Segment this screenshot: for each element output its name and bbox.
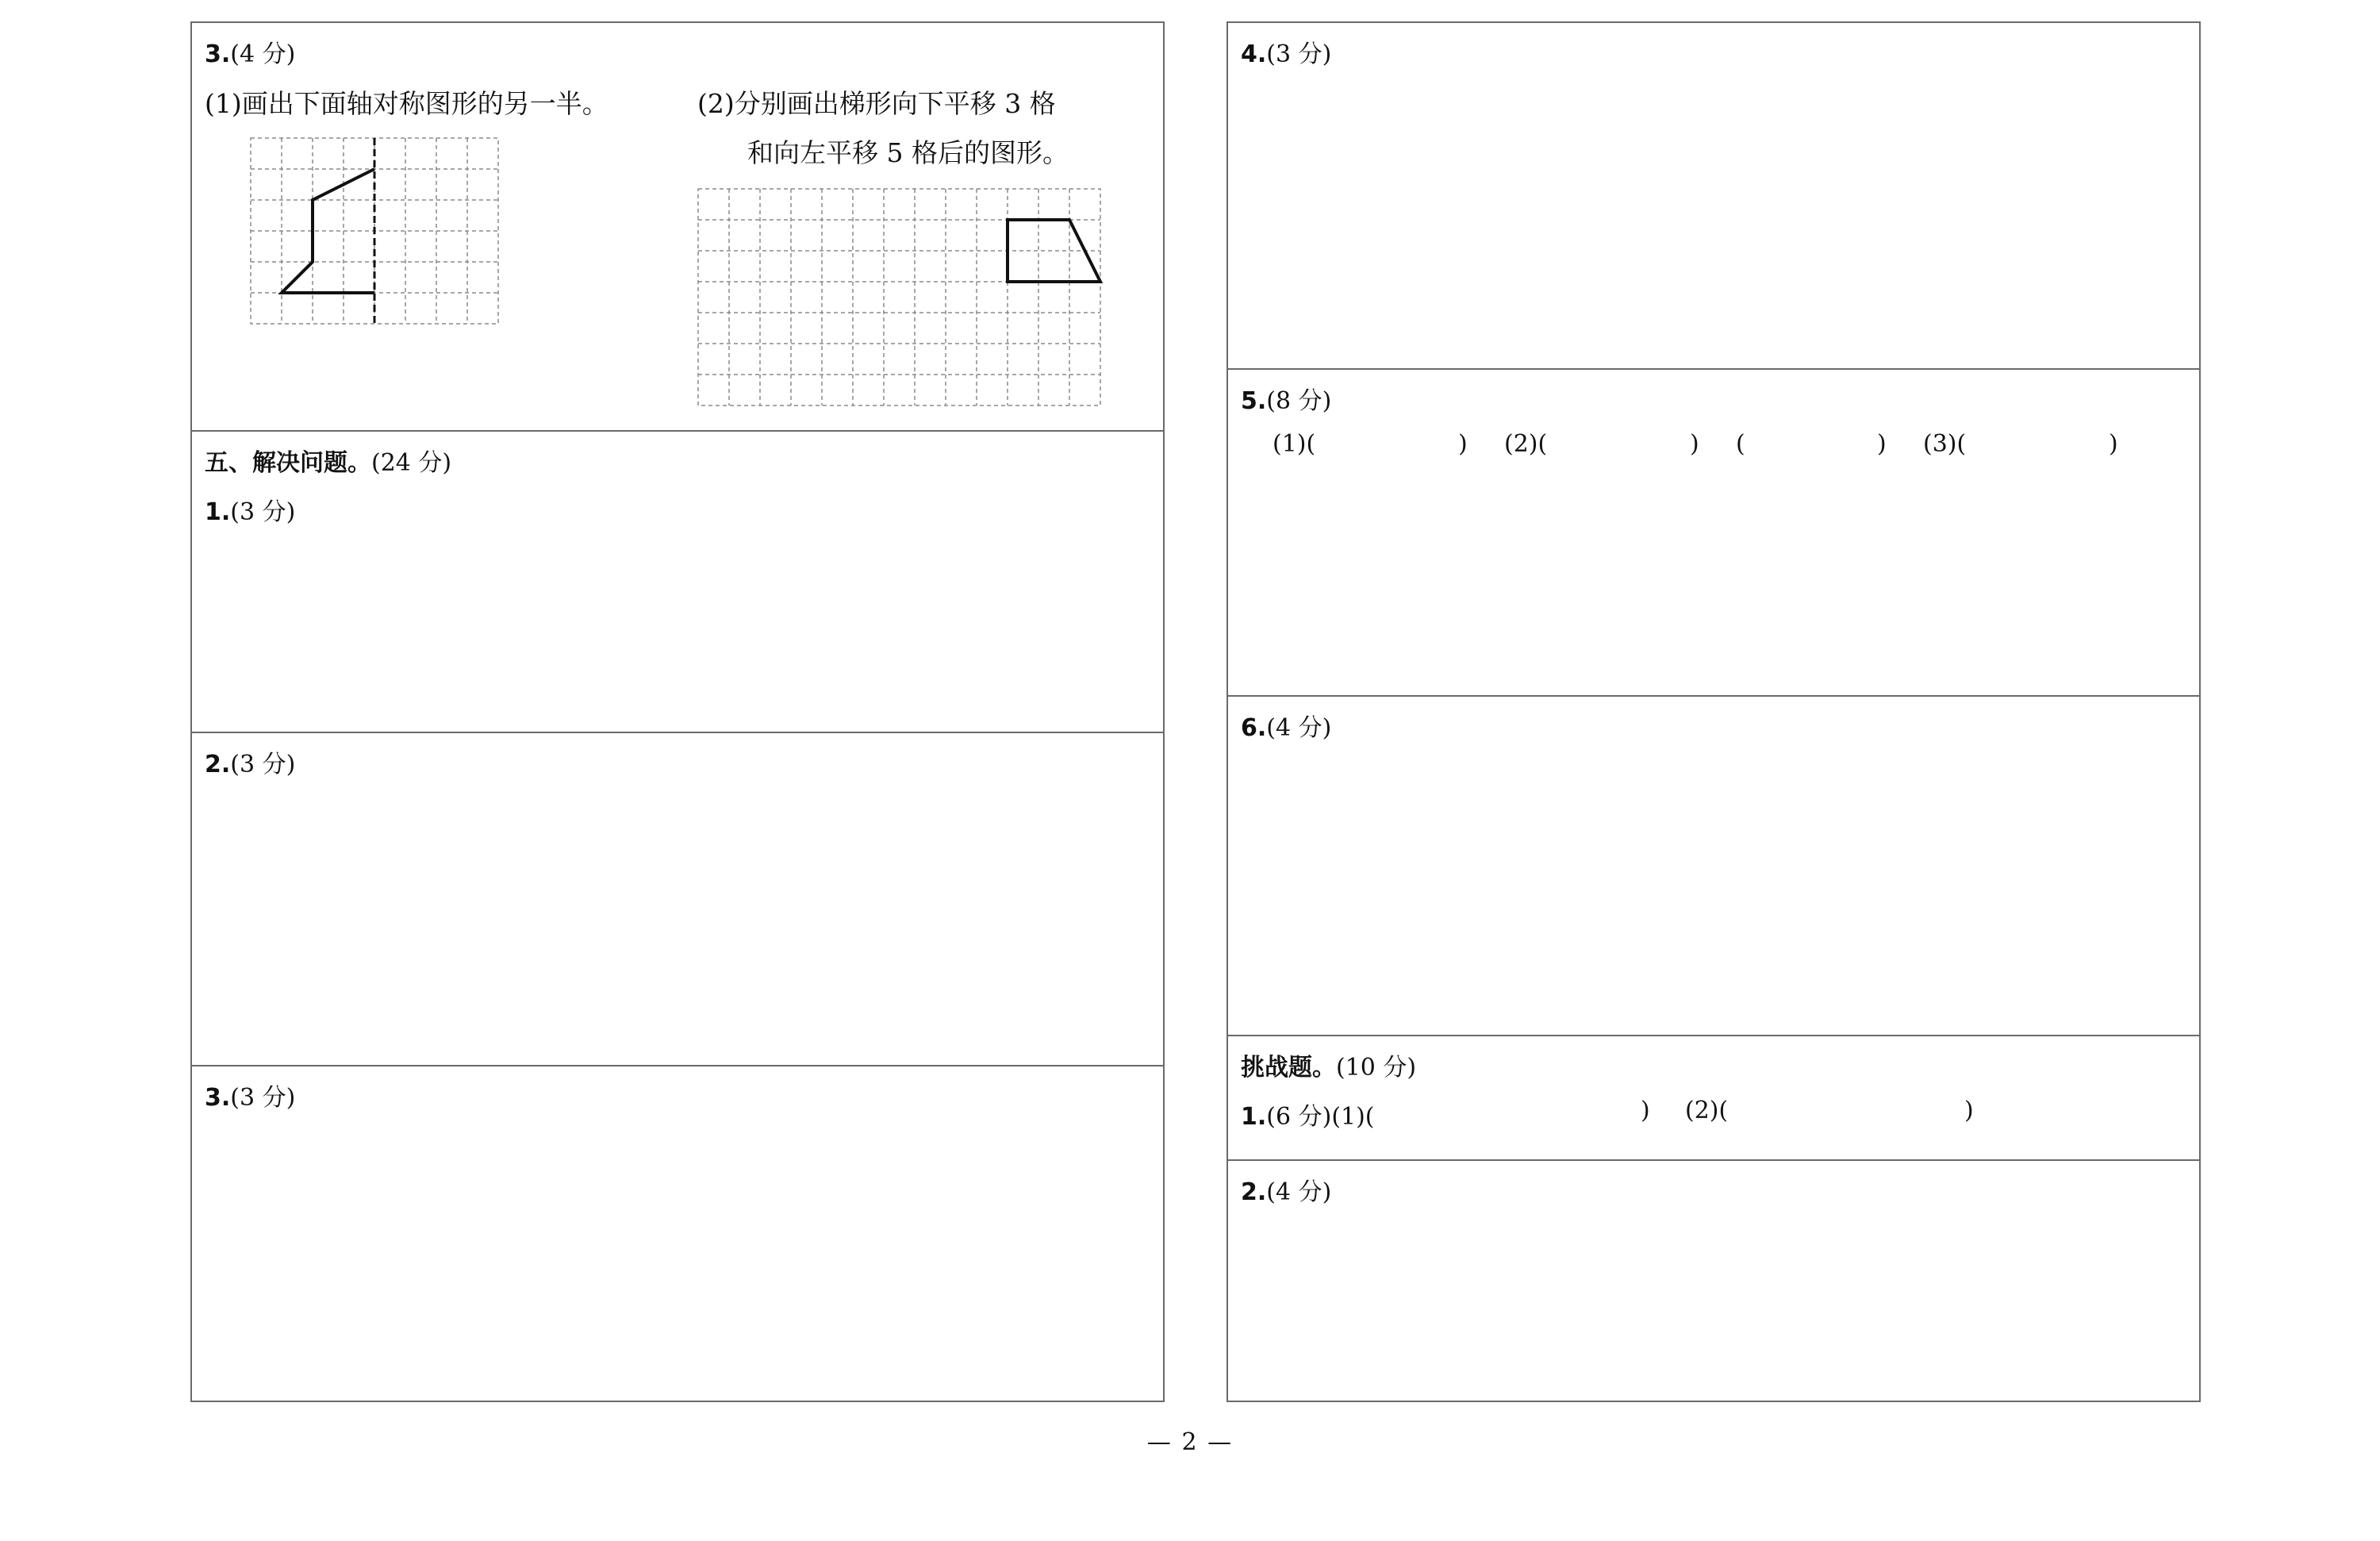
problem-5-title bbox=[1241, 381, 1331, 416]
question-3-part-2-text-line-2: 和向左平移 5 格后的图形。 bbox=[747, 137, 1069, 168]
question-number: 3. bbox=[205, 1084, 231, 1112]
question-score: (4 分) bbox=[230, 40, 296, 68]
symmetry-grid-figure bbox=[251, 138, 500, 325]
question-3-geometry bbox=[192, 23, 1163, 430]
problem-4 bbox=[1228, 23, 2199, 368]
blank-3-close: ) bbox=[1877, 430, 1887, 458]
blank-4-open: (3)( bbox=[1923, 430, 1967, 458]
blank-1-close: ) bbox=[1641, 1097, 1650, 1124]
problem-6 bbox=[1228, 695, 2199, 1035]
problem-2 bbox=[192, 732, 1163, 1065]
challenge-section bbox=[1228, 1035, 2199, 1159]
problem-5 bbox=[1228, 368, 2199, 695]
question-3-part-2-text-line-1: (2)分别画出梯形向下平移 3 格 bbox=[697, 88, 1056, 119]
section-heading-text: 五、解决问题。 bbox=[205, 449, 371, 477]
question-number: 2. bbox=[1241, 1178, 1267, 1206]
left-answer-panel bbox=[190, 21, 1165, 1402]
blank-2-open: (2)( bbox=[1685, 1097, 1729, 1124]
section-5-heading bbox=[205, 443, 451, 478]
question-number: 6. bbox=[1241, 714, 1267, 742]
question-3-title bbox=[205, 34, 295, 69]
problem-6-title bbox=[1241, 708, 1331, 743]
problem-3-title bbox=[205, 1078, 295, 1113]
problem-2-title bbox=[205, 744, 295, 779]
question-score: (3 分) bbox=[230, 1084, 296, 1112]
question-number: 1. bbox=[205, 498, 231, 526]
problem-3 bbox=[192, 1065, 1163, 1401]
challenge-heading-text: 挑战题。 bbox=[1241, 1054, 1336, 1082]
problem-4-title bbox=[1241, 34, 1331, 69]
question-score: (3 分) bbox=[230, 498, 296, 526]
challenge-question-2-title bbox=[1241, 1172, 1331, 1207]
right-answer-panel bbox=[1226, 21, 2201, 1402]
challenge-heading bbox=[1241, 1047, 1416, 1082]
section-5-problem-1 bbox=[192, 430, 1163, 732]
blank-3-open: ( bbox=[1736, 430, 1745, 458]
question-score: (3 分) bbox=[230, 751, 296, 778]
challenge-question-2 bbox=[1228, 1159, 2199, 1401]
blank-2-close: ) bbox=[1964, 1097, 1974, 1124]
blank-4-close: ) bbox=[2109, 430, 2118, 458]
question-number: 4. bbox=[1241, 40, 1267, 68]
question-number: 5. bbox=[1241, 387, 1267, 415]
problem-1-title bbox=[205, 492, 295, 527]
blank-1-close: ) bbox=[1458, 430, 1468, 458]
challenge-question-1 bbox=[1241, 1097, 2185, 1132]
question-number: 2. bbox=[205, 751, 231, 778]
section-score: (24 分) bbox=[371, 449, 452, 477]
challenge-score: (10 分) bbox=[1336, 1054, 1417, 1082]
blank-1-open: (1)( bbox=[1273, 430, 1316, 458]
blank-1-open: (1)( bbox=[1331, 1103, 1375, 1131]
question-score: (4 分) bbox=[1266, 1178, 1332, 1206]
question-score: (6 分) bbox=[1266, 1103, 1332, 1131]
question-number: 1. bbox=[1241, 1103, 1267, 1131]
question-score: (8 分) bbox=[1266, 387, 1332, 415]
page-number: — 2 — bbox=[1146, 1428, 1234, 1456]
question-3-part-1-text: (1)画出下面轴对称图形的另一半。 bbox=[205, 88, 608, 119]
blank-2-close: ) bbox=[1690, 430, 1699, 458]
question-number: 3. bbox=[205, 40, 231, 68]
blank-2-open: (2)( bbox=[1504, 430, 1548, 458]
question-score: (4 分) bbox=[1266, 714, 1332, 742]
question-score: (3 分) bbox=[1266, 40, 1332, 68]
translation-grid-figure bbox=[698, 189, 1103, 408]
